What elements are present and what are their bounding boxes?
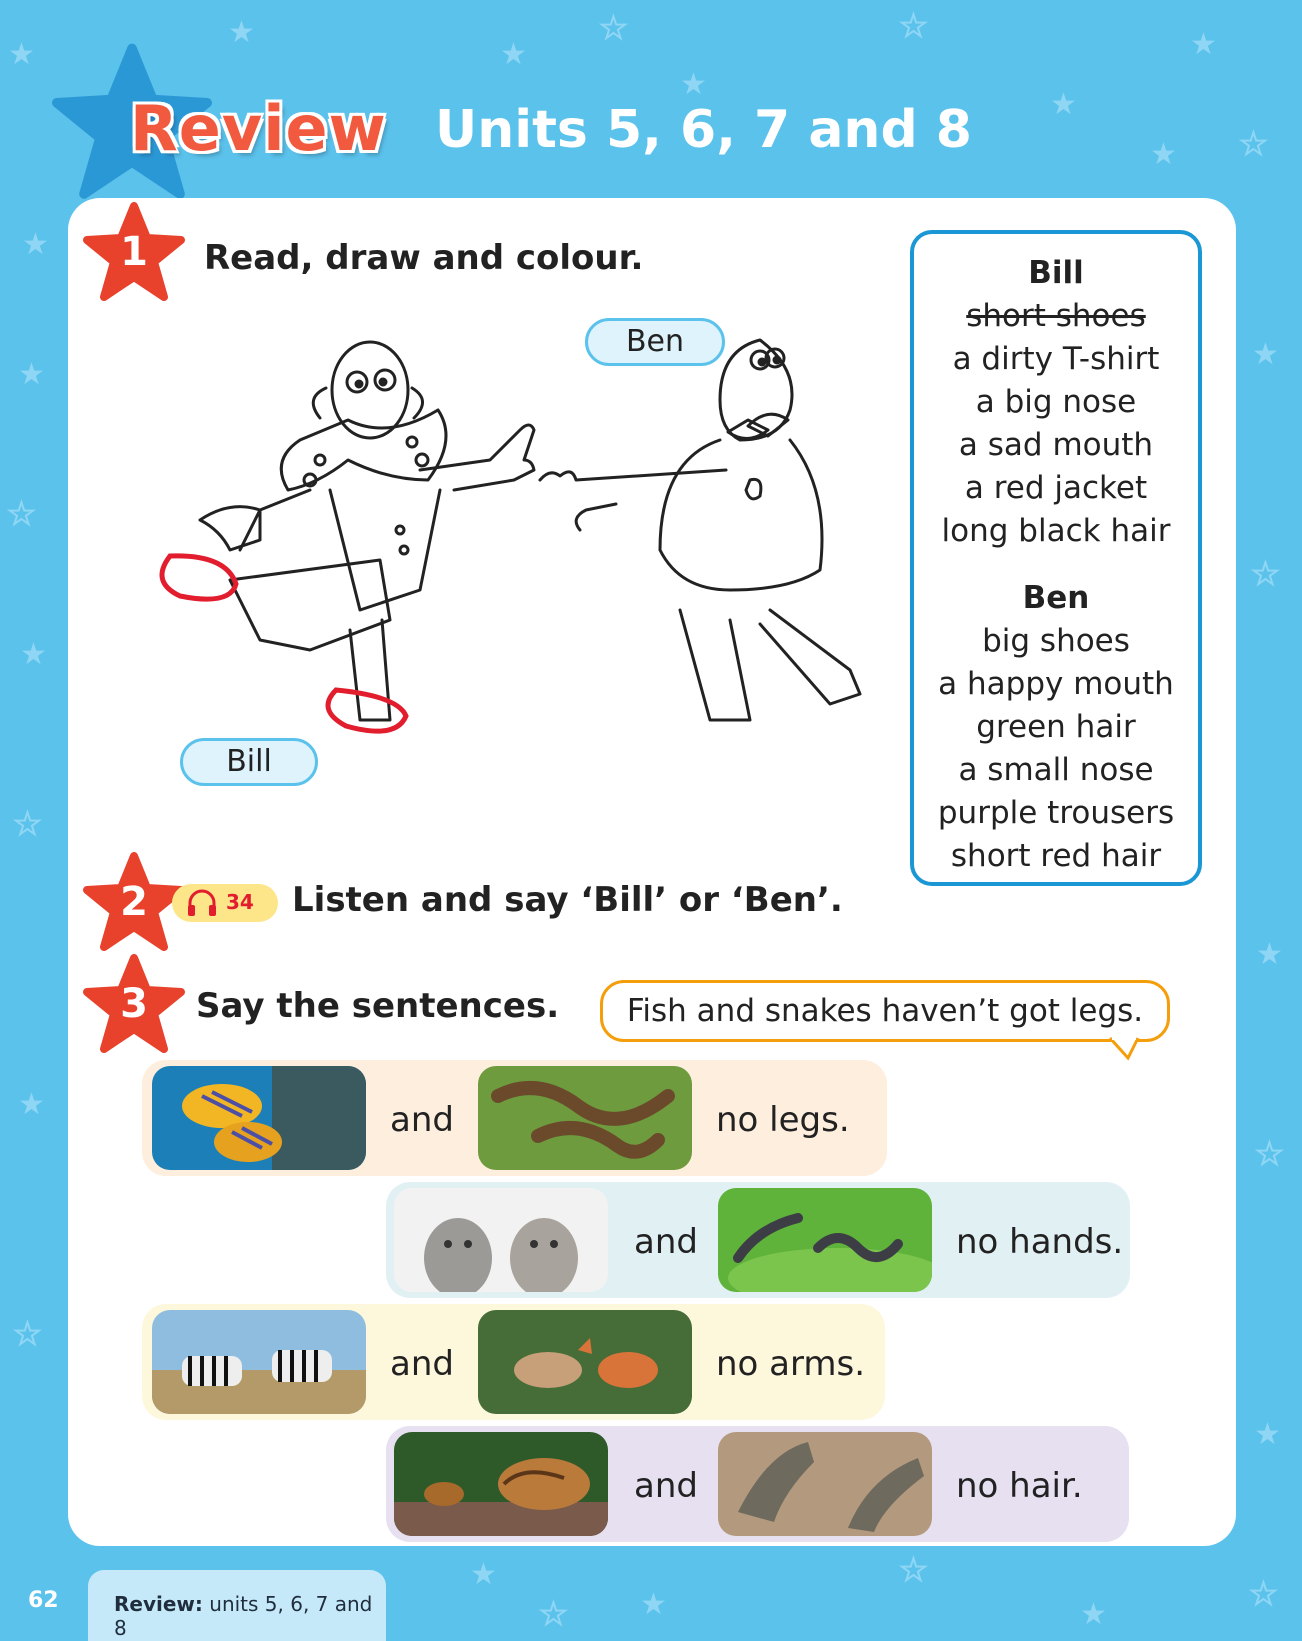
audio-track-number: 34 bbox=[226, 890, 254, 914]
ben-drawing bbox=[520, 330, 880, 730]
row-ending: no legs. bbox=[716, 1100, 850, 1140]
page-number: 62 bbox=[28, 1588, 59, 1613]
activity-3-instruction: Say the sentences. bbox=[196, 986, 560, 1026]
footer-section-label: Review: bbox=[114, 1592, 203, 1616]
audio-track-badge[interactable] bbox=[172, 884, 278, 922]
zebras-photo bbox=[152, 1310, 366, 1414]
bill-list-item: a red jacket bbox=[964, 470, 1148, 506]
bill-list-item: a dirty T-shirt bbox=[952, 341, 1160, 377]
bill-drawing bbox=[150, 330, 570, 770]
footer-section-tab bbox=[88, 1570, 386, 1641]
bill-list-item: a sad mouth bbox=[958, 427, 1154, 463]
activity-2-number: 2 bbox=[82, 852, 186, 952]
activity-2-instruction: Listen and say ‘Bill’ or ‘Ben’. bbox=[292, 880, 843, 920]
caterpillars-photo bbox=[718, 1188, 932, 1292]
description-list-box bbox=[910, 230, 1202, 886]
footer-section-text: units 5, 6, 7 and 8 bbox=[114, 1592, 373, 1640]
ben-list-item: green hair bbox=[976, 709, 1136, 745]
row-ending: no arms. bbox=[716, 1344, 866, 1384]
connector-word: and bbox=[634, 1222, 698, 1262]
activity-3-number: 3 bbox=[82, 954, 186, 1054]
crocodiles-photo bbox=[718, 1432, 932, 1536]
ben-label: Ben bbox=[585, 318, 725, 366]
page-title: Units 5, 6, 7 and 8 bbox=[435, 100, 972, 160]
example-speech-bubble: Fish and snakes haven’t got legs. bbox=[600, 980, 1170, 1042]
ben-list-item: big shoes bbox=[982, 623, 1130, 659]
activity-1-instruction: Read, draw and colour. bbox=[204, 238, 644, 278]
review-heading: Review bbox=[130, 92, 387, 165]
cats-photo bbox=[394, 1188, 608, 1292]
snake-photo bbox=[478, 1066, 692, 1170]
ben-list-item: a happy mouth bbox=[938, 666, 1174, 702]
bill-list-item: a big nose bbox=[975, 384, 1137, 420]
connector-word: and bbox=[634, 1466, 698, 1506]
row-ending: no hands. bbox=[956, 1222, 1124, 1262]
headphones-icon bbox=[186, 889, 218, 917]
speech-bubble-tail bbox=[1108, 1036, 1148, 1062]
fish-photo bbox=[152, 1066, 366, 1170]
ben-list-item: purple trousers bbox=[937, 795, 1175, 831]
bill-list-heading: Bill bbox=[1028, 255, 1084, 291]
ben-list-heading: Ben bbox=[1022, 580, 1090, 616]
ben-list-item: a small nose bbox=[958, 752, 1154, 788]
activity-1-number: 1 bbox=[82, 202, 186, 302]
connector-word: and bbox=[390, 1344, 454, 1384]
connector-word: and bbox=[390, 1100, 454, 1140]
snails-photo bbox=[394, 1432, 608, 1536]
row-ending: no hair. bbox=[956, 1466, 1083, 1506]
ben-list-item: short red hair bbox=[950, 838, 1162, 874]
foxes-photo bbox=[478, 1310, 692, 1414]
bill-label: Bill bbox=[180, 738, 318, 786]
bill-list-item: long black hair bbox=[941, 513, 1171, 549]
bill-list-item: short shoes bbox=[966, 298, 1146, 334]
